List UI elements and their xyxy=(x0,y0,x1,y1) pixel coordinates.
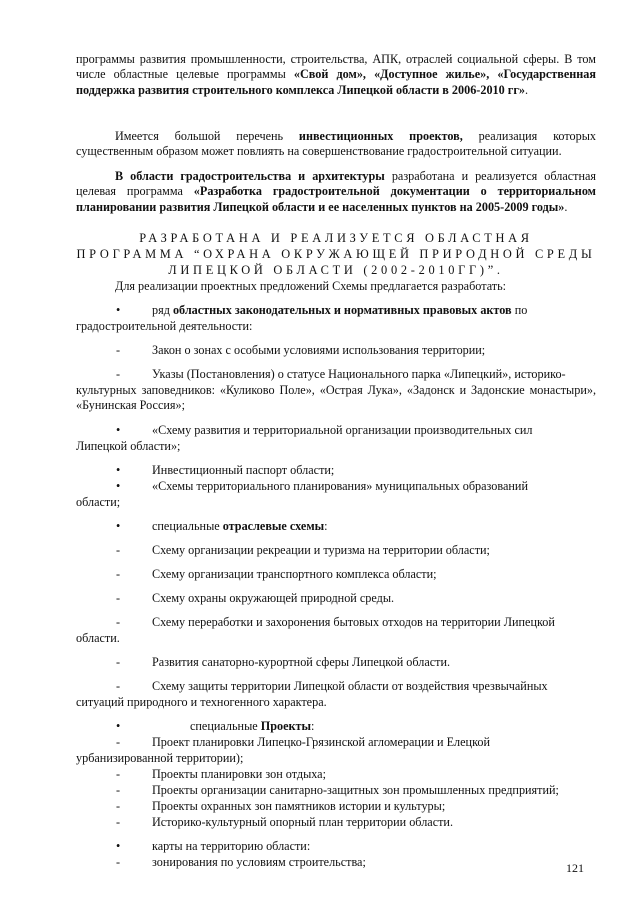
dash-marker: - xyxy=(116,679,121,693)
item-waste-scheme-cont: области. xyxy=(76,631,120,645)
bullet-marker: • xyxy=(116,303,121,317)
bullet-maps: карты на территорию области: xyxy=(152,839,311,853)
bullet-development-scheme: «Схему развития и территориальной организации производительных сил xyxy=(152,423,533,437)
item-agglomeration-project: Проект планировки Липецко-Грязинской агломерации и Елецкой xyxy=(152,735,490,749)
dash-marker: - xyxy=(116,591,121,605)
bullet-legal-acts-cont: градостроительной деятельности: xyxy=(76,319,253,333)
bullet-marker: • xyxy=(116,423,121,437)
item-recreation-zones: Проекты планировки зон отдыха; xyxy=(152,767,326,781)
item-construction-zoning: зонирования по условиям строительства; xyxy=(152,855,366,869)
item-heritage-plan: Историко-культурный опорный план территории области. xyxy=(152,815,453,829)
item-transport-scheme: Схему организации транспортного комплекса области; xyxy=(152,567,437,581)
bullet-investment-passport: Инвестиционный паспорт области; xyxy=(152,463,335,477)
heading-line-1: РАЗРАБОТАНА И РЕАЛИЗУЕТСЯ ОБЛАСТНАЯ xyxy=(139,231,533,245)
item-emergency-scheme: Схему защиты территории Липецкой области от воздействия чрезвычайных xyxy=(152,679,548,693)
item-emergency-scheme-cont: ситуаций природного и техногенного характера. xyxy=(76,695,327,709)
bullet-marker: • xyxy=(116,479,121,493)
dash-marker: - xyxy=(116,855,121,869)
dash-marker: - xyxy=(116,767,121,781)
bullet-sector-schemes: специальные отраслевые схемы: xyxy=(152,519,328,533)
dash-marker: - xyxy=(116,567,121,581)
dash-marker: - xyxy=(116,343,121,357)
item-waste-scheme: Схему переработки и захоронения бытовых отходов на территории Липецкой xyxy=(152,615,555,629)
dash-marker: - xyxy=(116,543,121,557)
intro-line: Для реализации проектных предложений Схемы предлагается разработать: xyxy=(115,279,507,293)
heading-line-2: ПРОГРАММА “ОХРАНА ОКРУЖАЮЩЕЙ ПРИРОДНОЙ СРЕДЫ xyxy=(76,247,596,261)
item-resort-sphere: Развития санаторно-курортной сферы Липецкой области. xyxy=(152,655,451,669)
item-sanitary-zones: Проекты организации санитарно-защитных зон промышленных предприятий; xyxy=(152,783,559,797)
item-recreation-scheme: Схему организации рекреации и туризма на территории области; xyxy=(152,543,490,557)
bullet-legal-acts: ряд областных законодательных и нормативных правовых актов по xyxy=(152,303,528,317)
dash-marker: - xyxy=(116,783,121,797)
bullet-development-scheme-cont: Липецкой области»; xyxy=(76,439,181,453)
paragraph-programs: программы развития промышленности, строительства, АПК, отраслей социальной сферы. В том числе областные целевые программы «Свой дом», «Доступное жилье», «Государственная поддержка развития строительного комплекса Липецкой области в 2006-2010 гг». xyxy=(76,52,596,97)
dash-marker: - xyxy=(116,815,121,829)
dash-marker: - xyxy=(116,615,121,629)
item-agglomeration-project-cont: урбанизированной территории); xyxy=(76,751,244,765)
item-zones-law: Закон о зонах с особыми условиями использования территории; xyxy=(152,343,486,357)
item-environment-scheme: Схему охраны окружающей природной среды. xyxy=(152,591,395,605)
bullet-marker: • xyxy=(116,519,121,533)
paragraph-investment-projects: Имеется большой перечень инвестиционных проектов, реализация которых существенным образом может повлиять на совершенствование градостроительной ситуации. xyxy=(76,129,596,159)
bullet-territorial-planning-cont: области; xyxy=(76,495,121,509)
item-decrees: Указы (Постановления) о статусе Национального парка «Липецкий», историко- xyxy=(152,367,566,381)
bullet-marker: • xyxy=(116,463,121,477)
bullet-territorial-planning: «Схемы территориального планирования» муниципальных образований xyxy=(152,479,528,493)
dash-marker: - xyxy=(116,735,121,749)
heading-line-3: ЛИПЕЦКОЙ ОБЛАСТИ (2002-2010ГГ)”. xyxy=(168,263,504,277)
bullet-marker: • xyxy=(116,839,121,853)
dash-marker: - xyxy=(116,367,121,381)
page-number: 121 xyxy=(566,861,584,875)
bullet-marker: • xyxy=(116,719,121,733)
paragraph-urban-planning-program: В области градостроительства и архитектуры разработана и реализуется областная целевая программа «Разработка градостроительной документации о территориальном планировании развития Липецкой области и ее населенных пунктов на 2005-2009 годы». xyxy=(76,169,596,214)
dash-marker: - xyxy=(116,655,121,669)
dash-marker: - xyxy=(116,799,121,813)
item-decrees-cont: культурных заповедников: «Куликово Поле», «Острая Лука», «Задонск и Задонские монастыри», «Бунинская Россия»; xyxy=(76,383,596,413)
bullet-special-projects: специальные Проекты: xyxy=(190,719,315,733)
item-heritage-zones: Проекты охранных зон памятников истории и культуры; xyxy=(152,799,446,813)
